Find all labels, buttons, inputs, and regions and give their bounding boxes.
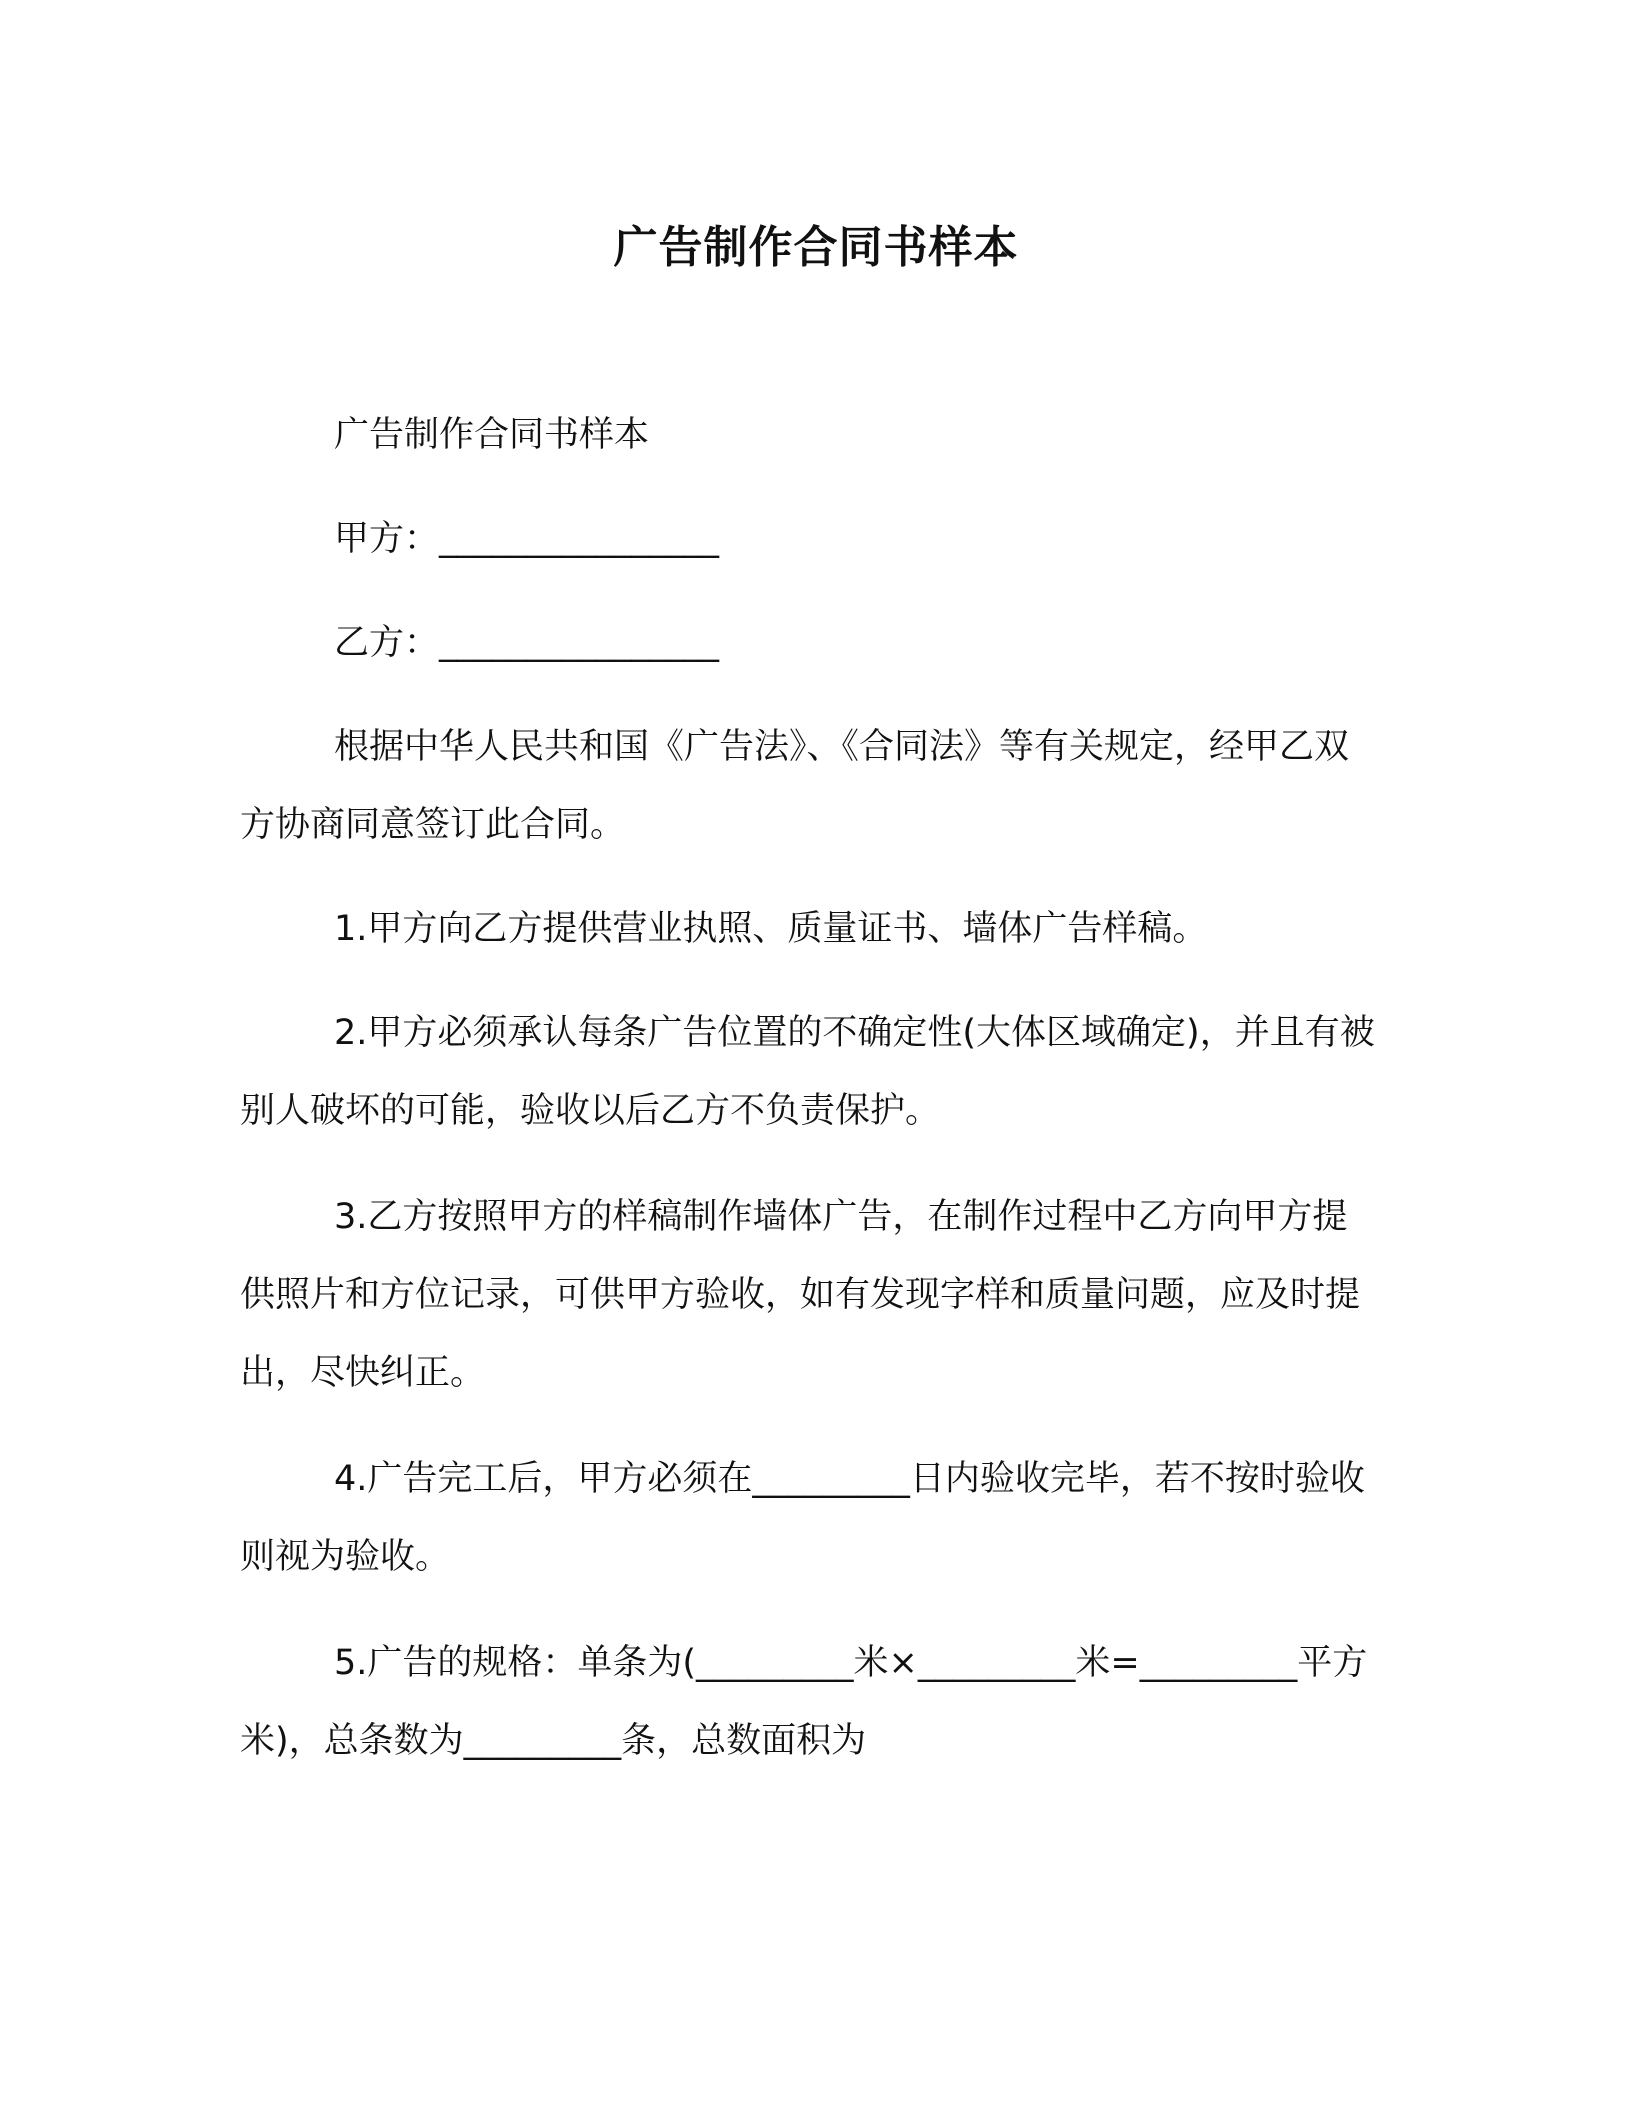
party-a-line: 甲方：________________ <box>334 519 720 559</box>
clause-2: 2.甲方必须承认每条广告位置的不确定性(大体区域确定)，并且有被别人破坏的可能，验收以后乙方不负责保护。 <box>240 1013 1375 1131</box>
clause-5: 5.广告的规格：单条为(_________米×_________米=_________平方米)，总条数为_________条，总数面积为 <box>240 1643 1368 1761</box>
document-title: 广告制作合同书样本 <box>613 222 1019 273</box>
intro-paragraph: 根据中华人民共和国《广告法》、《合同法》等有关规定，经甲乙双方协商同意签订此合同。 <box>240 727 1350 845</box>
document-subtitle: 广告制作合同书样本 <box>334 415 650 455</box>
clause-1: 1.甲方向乙方提供营业执照、质量证书、墙体广告样稿。 <box>334 909 1208 949</box>
party-b-line: 乙方：________________ <box>334 623 720 663</box>
clause-3: 3.乙方按照甲方的样稿制作墙体广告，在制作过程中乙方向甲方提供照片和方位记录，可供甲方验收，如有发现字样和质量问题，应及时提出，尽快纠正。 <box>240 1197 1361 1393</box>
document-body <box>240 396 1380 1780</box>
clause-4: 4.广告完工后，甲方必须在_________日内验收完毕，若不按时验收则视为验收。 <box>240 1459 1365 1577</box>
